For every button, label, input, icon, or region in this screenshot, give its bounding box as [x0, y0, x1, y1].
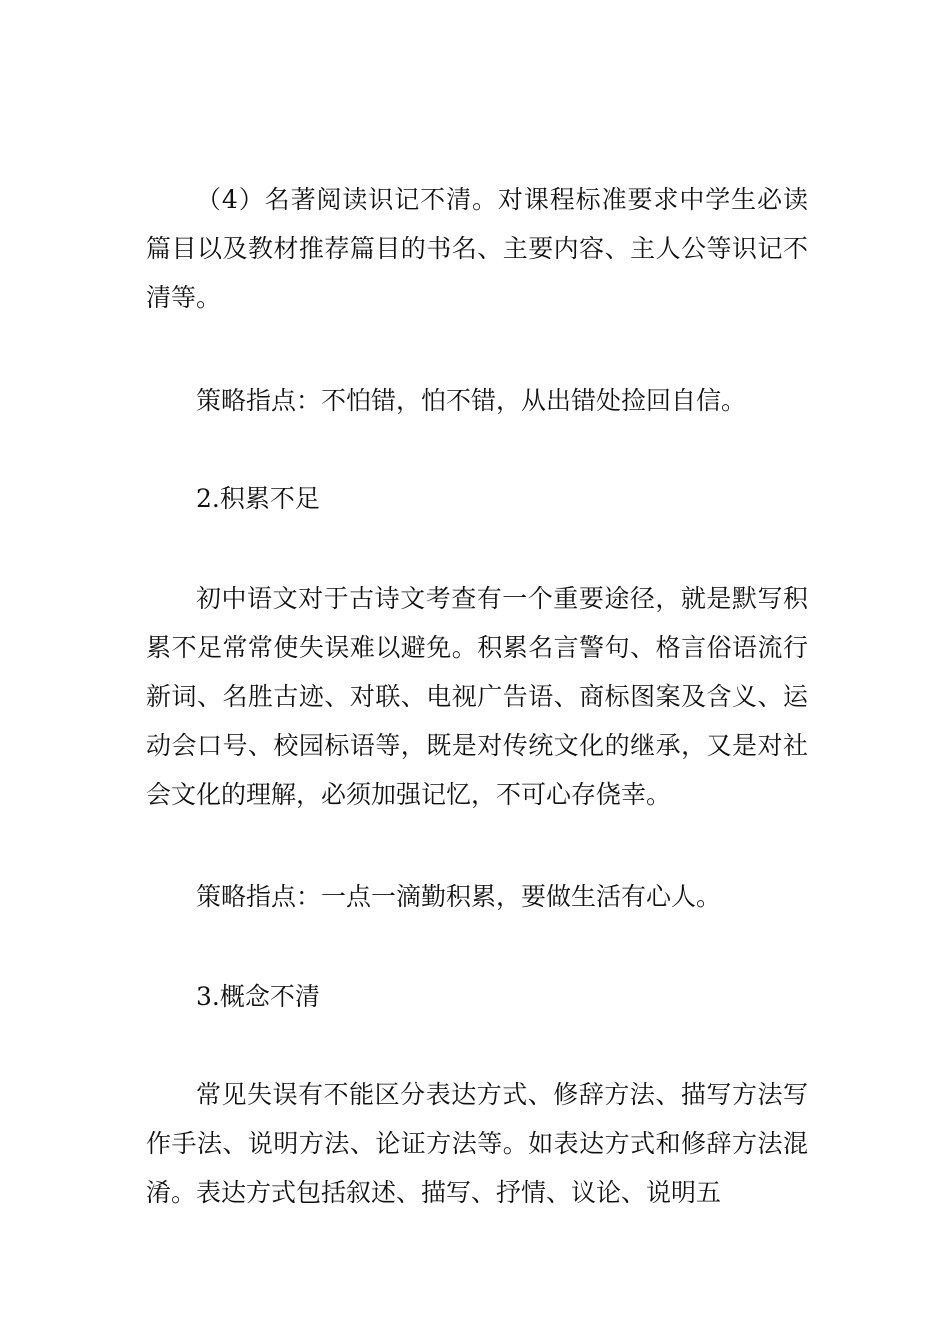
paragraph-concepts: 常见失误有不能区分表达方式、修辞方法、描写方法写作手法、说明方法、论证方法等。如表达方式和修辞方法混淆。表达方式包括叙述、描写、抒情、议论、说明五 [146, 1080, 808, 1207]
paragraph-reading-notes: （4）名著阅读识记不清。对课程标准要求中学生必读篇目以及教材推荐篇目的书名、主要内容、主人公等识记不清等。 [146, 185, 808, 312]
section-heading-3: 3.概念不清 [196, 982, 320, 1011]
section-heading-2: 2.积累不足 [196, 484, 320, 513]
paragraph-accumulation: 初中语文对于古诗文考查有一个重要途径，就是默写积累不足常常使失误难以避免。积累名言警句、格言俗语流行新词、名胜古迹、对联、电视广告语、商标图案及含义、运动会口号、校园标语等，既是对传统文化的继承，又是对社会文化的理解，必须加强记忆，不可心存侥幸。 [146, 584, 808, 809]
paragraph-strategy-1: 策略指点：不怕错，怕不错，从出错处捡回自信。 [196, 386, 747, 415]
paragraph-strategy-2: 策略指点：一点一滴勤积累，要做生活有心人。 [196, 882, 722, 911]
